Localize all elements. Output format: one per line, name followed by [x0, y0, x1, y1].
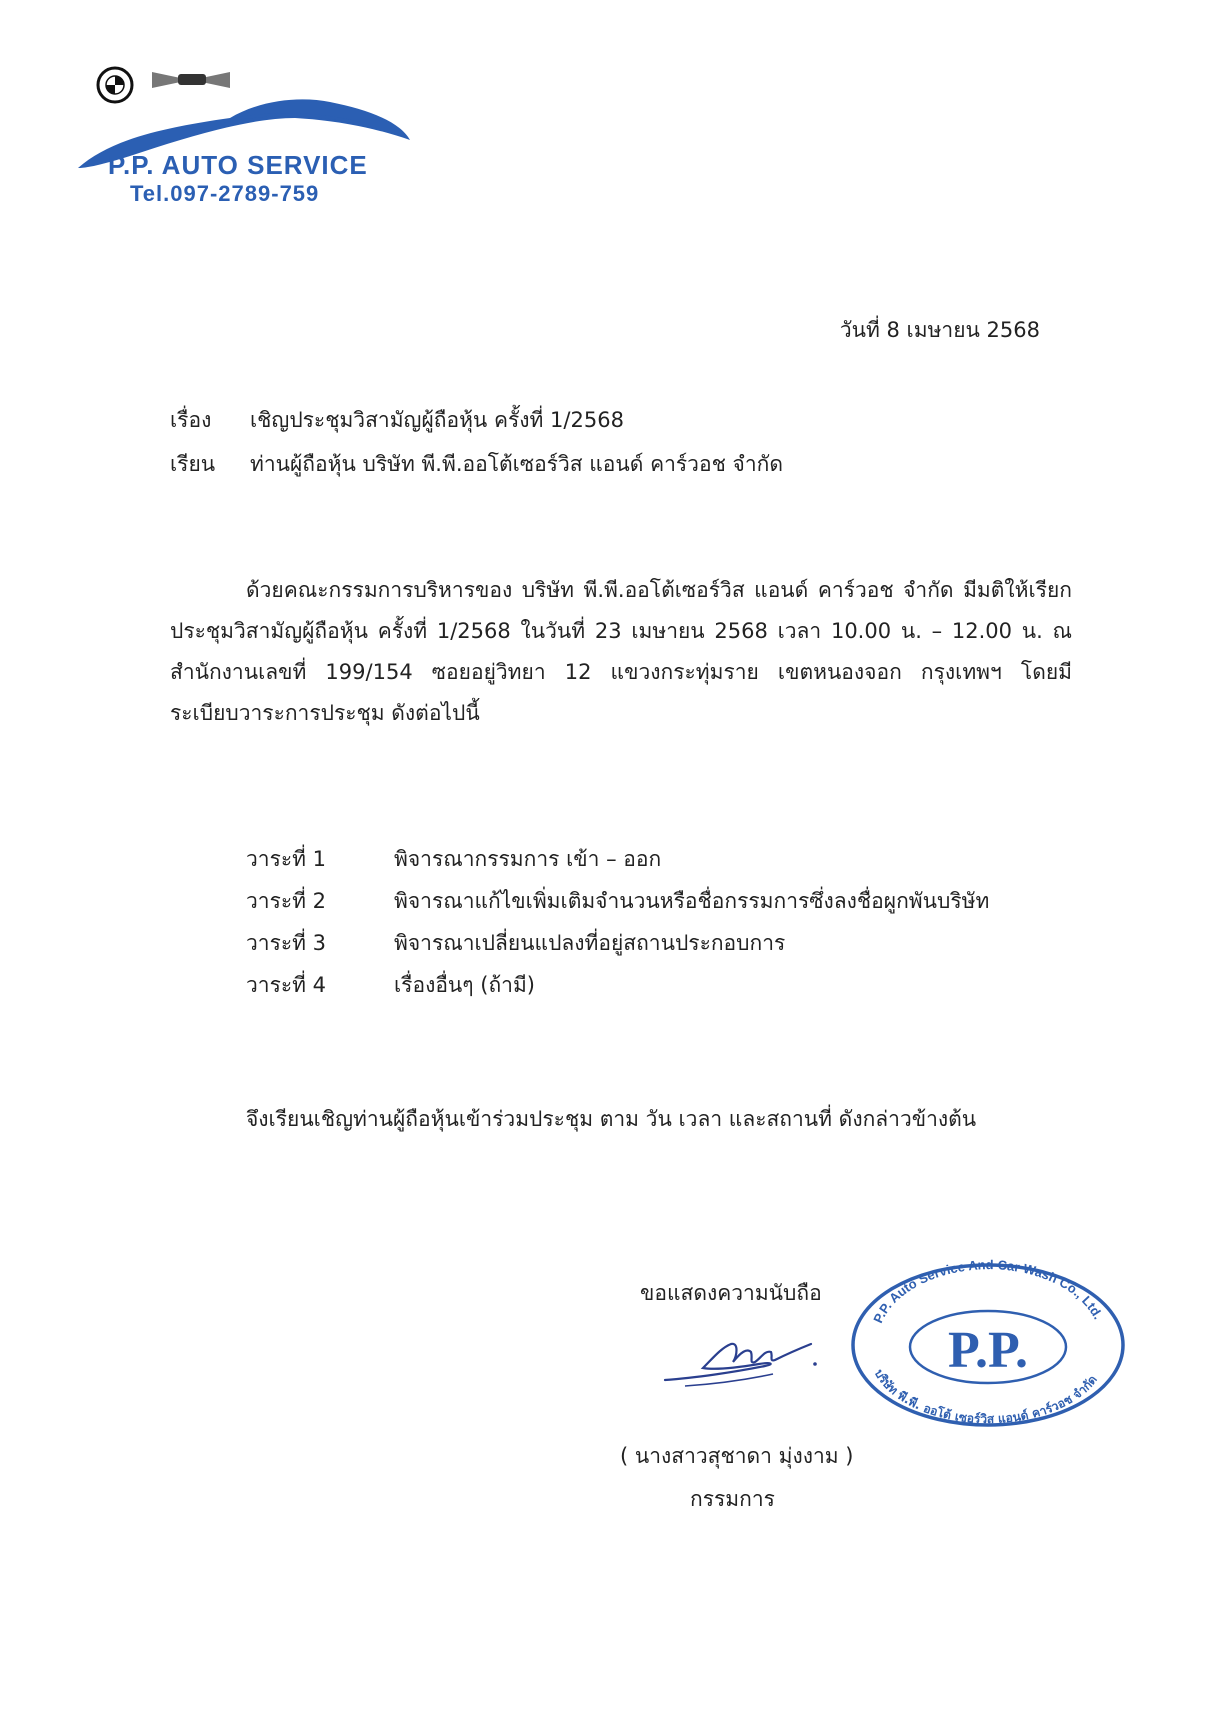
- subject-line: [170, 404, 624, 437]
- recipient-text: ท่านผู้ถือหุ้น บริษัท พี.พี.ออโต้เซอร์วิส แอนด์ คาร์วอช จำกัด: [250, 452, 783, 476]
- company-name: P.P. AUTO SERVICE: [108, 150, 368, 180]
- subject-label: เรื่อง: [170, 408, 212, 432]
- agenda-item: [246, 927, 785, 960]
- stamp-outer-text-en: P.P. Auto Service And Car Wash Co., Ltd.: [870, 1257, 1106, 1326]
- agenda-text: พิจารณากรรมการ เข้า – ออก: [394, 847, 662, 871]
- letter-date: วันที่ 8 เมษายน 2568: [839, 318, 1040, 342]
- regards-text: ขอแสดงความนับถือ: [640, 1281, 822, 1305]
- signer-name: ( นางสาวสุชาดา มุ่งงาม ): [620, 1444, 854, 1468]
- subject-text: เชิญประชุมวิสามัญผู้ถือหุ้น ครั้งที่ 1/2568: [250, 408, 624, 432]
- company-stamp: [838, 1255, 1138, 1430]
- agenda-text: พิจารณาแก้ไขเพิ่มเติมจำนวนหรือชื่อกรรมการซึ่งลงชื่อผูกพันบริษัท: [394, 889, 990, 913]
- company-logo: [70, 60, 450, 210]
- company-telephone: Tel.097-2789-759: [130, 181, 320, 206]
- agenda-item: [246, 885, 989, 918]
- agenda-label: วาระที่ 1: [246, 847, 327, 871]
- body-text: ด้วยคณะกรรมการบริหารของ บริษัท พี.พี.ออโต้เซอร์วิส แอนด์ คาร์วอช จำกัด มีมติให้เรียกประชุมวิสามัญผู้ถือหุ้น ครั้งที่ 1/2568 ในวันที่ 23 เมษายน 2568 เวลา 10.00 น. – 12.00 น. ณ สำนักงานเลขที่ 199/154 ซอยอยู่วิทยา 12 แขวงกระทุ่มราย เขตหนองจอก กรุงเทพฯ โดยมีระเบียบวาระการประชุม ดังต่อไปนี้: [170, 578, 1072, 725]
- agenda-text: เรื่องอื่นๆ (ถ้ามี): [394, 973, 535, 997]
- signer-title: กรรมการ: [690, 1487, 775, 1511]
- agenda-item: [246, 969, 535, 1002]
- stamp-outer-text-th: บริษัท พี.พี. ออโต้ เซอร์วิส แอนด์ คาร์วอช จำกัด: [871, 1366, 1100, 1427]
- agenda-item: [246, 843, 661, 876]
- mini-wings-icon: [152, 72, 230, 88]
- agenda-label: วาระที่ 3: [246, 931, 327, 955]
- recipient-line: [170, 448, 783, 481]
- recipient-label: เรียน: [170, 452, 216, 476]
- agenda-label: วาระที่ 4: [246, 973, 327, 997]
- agenda-text: พิจารณาเปลี่ยนแปลงที่อยู่สถานประกอบการ: [394, 931, 786, 955]
- body-paragraph: [170, 570, 1072, 734]
- closing-sentence: จึงเรียนเชิญท่านผู้ถือหุ้นเข้าร่วมประชุม ตาม วัน เวลา และสถานที่ ดังกล่าวข้างต้น: [246, 1107, 977, 1131]
- agenda-label: วาระที่ 2: [246, 889, 327, 913]
- bmw-badge-icon: [98, 68, 132, 102]
- handwritten-signature: [655, 1322, 825, 1392]
- stamp-center-text: P.P.: [948, 1322, 1028, 1379]
